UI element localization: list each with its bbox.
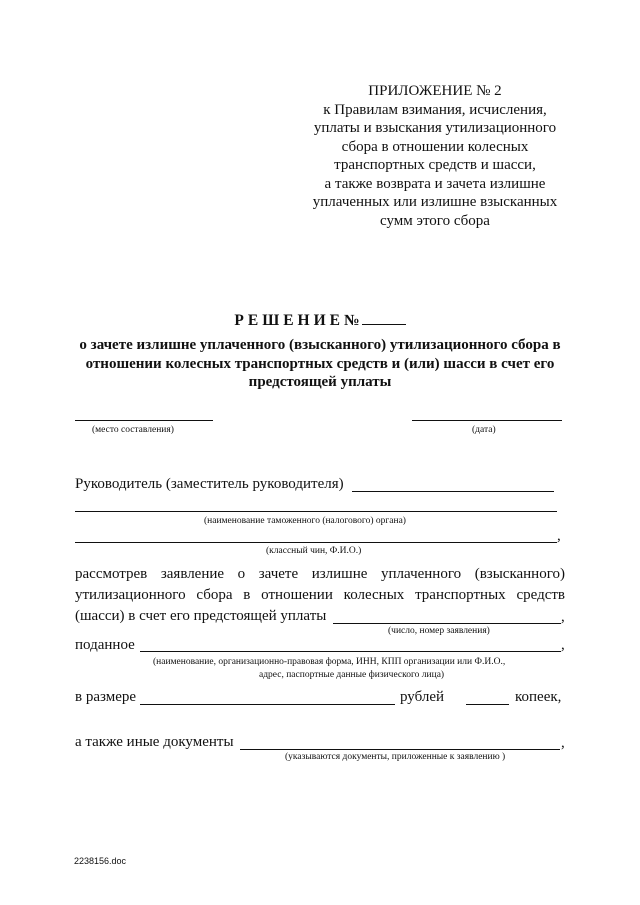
file-name: 2238156.doc <box>74 856 127 866</box>
decision-subtitle <box>60 336 580 392</box>
appendix-line: сбора в отношении колесных <box>341 138 529 155</box>
subtitle-line: предстоящей уплаты <box>248 374 392 390</box>
appendix-line: транспортных средств и шасси, <box>334 157 536 173</box>
date-caption: (дата) <box>472 425 496 435</box>
subtitle-line: отношении колесных транспортных средств и (или) шасси в счет его <box>85 355 555 372</box>
submitter-field-line[interactable] <box>140 651 561 652</box>
appendix-line: уплаты и взыскания утилизационного <box>313 120 557 136</box>
decision-title-text: РЕШЕНИЕ <box>234 312 345 329</box>
head-name-line[interactable] <box>352 491 554 492</box>
appendix-title: ПРИЛОЖЕНИЕ № 2 <box>368 83 502 99</box>
other-docs-label: а также иные документы <box>75 734 234 750</box>
other-docs-caption: (указываются документы, приложенные к заявлению ) <box>285 752 506 762</box>
date-field-line[interactable] <box>412 420 562 421</box>
place-field-line[interactable] <box>75 420 213 421</box>
place-caption: (место составления) <box>92 425 174 435</box>
considered-line-1: рассмотрев заявление о зачете излишне уплаченного (взысканного) <box>75 566 565 582</box>
application-caption: (число, номер заявления) <box>388 626 490 636</box>
number-sign: № <box>344 312 360 329</box>
rank-field-line[interactable] <box>75 542 557 543</box>
comma: , <box>561 735 565 751</box>
appendix-line: уплаченных или излишне взысканных <box>312 194 558 210</box>
application-number-line[interactable] <box>333 623 561 624</box>
comma: , <box>561 637 565 653</box>
authority-field-line[interactable] <box>75 511 557 512</box>
submitted-label: поданное <box>75 637 135 653</box>
submitter-caption: (наименование, организационно-правовая форма, ИНН, КПП организации или Ф.И.О., <box>153 657 506 667</box>
appendix-line: к Правилам взимания, исчисления, <box>323 101 547 118</box>
appendix-line: сумм этого сбора <box>380 212 490 229</box>
appendix-header <box>300 82 570 230</box>
amount-label: в размере <box>75 689 137 705</box>
rubles-field-line[interactable] <box>140 704 395 705</box>
decision-title <box>0 311 640 330</box>
appendix-line: а также возврата и зачета излишне <box>324 175 546 192</box>
decision-number-blank[interactable] <box>362 311 406 325</box>
other-docs-field-line[interactable] <box>240 749 560 750</box>
kopecks-label: копеек, <box>515 689 562 705</box>
authority-caption: (наименование таможенного (налогового) органа) <box>204 516 406 526</box>
considered-line-2: утилизационного сбора в отношении колесных транспортных средств <box>75 587 565 603</box>
comma: , <box>557 528 561 544</box>
rank-caption: (классный чин, Ф.И.О.) <box>266 546 362 556</box>
kopecks-field-line[interactable] <box>466 704 509 705</box>
rubles-label: рублей <box>400 689 445 705</box>
subtitle-line: о зачете излишне уплаченного (взысканного) утилизационного сбора в <box>79 337 561 353</box>
head-label: Руководитель (заместитель руководителя) <box>75 476 344 492</box>
comma: , <box>561 609 565 625</box>
considered-line-3: (шасси) в счет его предстоящей уплаты <box>75 608 327 624</box>
submitter-caption-2: адрес, паспортные данные физического лица) <box>259 670 445 680</box>
